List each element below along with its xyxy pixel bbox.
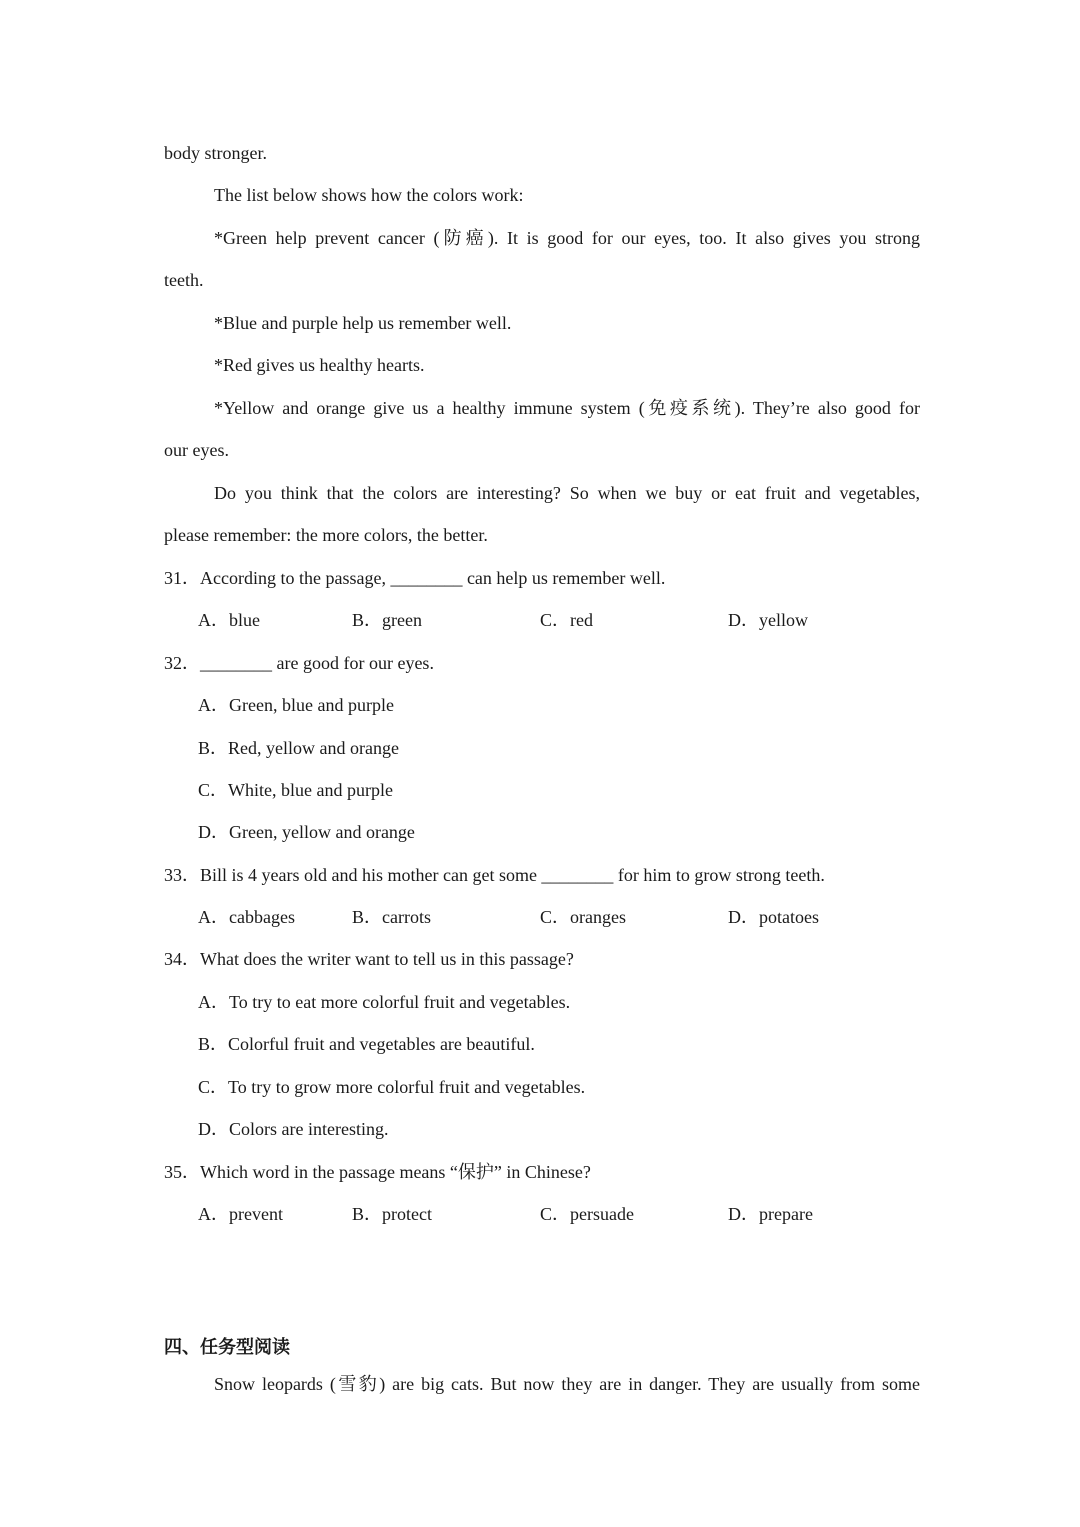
q34-option-b: B．Colorful fruit and vegetables are beautiful.: [198, 1034, 535, 1054]
passage-line: Do you think that the colors are interesting? So when we buy or eat fruit and vegetables,: [214, 483, 920, 503]
passage-line: please remember: the more colors, the better.: [164, 525, 488, 545]
passage-line: The list below shows how the colors work:: [214, 185, 524, 205]
q31-option-a: A．blue: [198, 610, 260, 630]
q33-option-a: A．cabbages: [198, 907, 295, 927]
question-35-stem: 35．Which word in the passage means “保护” in Chinese?: [164, 1162, 591, 1182]
q33-option-c: C．oranges: [540, 907, 626, 927]
passage-line: our eyes.: [164, 440, 229, 460]
question-31-stem: 31．According to the passage, ________ can help us remember well.: [164, 568, 666, 588]
question-32-stem: 32．________ are good for our eyes.: [164, 653, 434, 673]
passage-line: body stronger.: [164, 143, 267, 163]
q32-option-d: D．Green, yellow and orange: [198, 822, 415, 842]
q31-option-b: B．green: [352, 610, 422, 630]
question-33-stem: 33．Bill is 4 years old and his mother can get some ________ for him to grow strong teeth.: [164, 865, 825, 885]
q32-option-c: C．White, blue and purple: [198, 780, 393, 800]
q35-option-b: B．protect: [352, 1204, 432, 1224]
q32-option-a: A．Green, blue and purple: [198, 695, 394, 715]
q33-option-b: B．carrots: [352, 907, 431, 927]
q35-option-a: A．prevent: [198, 1204, 283, 1224]
q35-option-c: C．persuade: [540, 1204, 634, 1224]
q31-option-d: D．yellow: [728, 610, 808, 630]
passage-line: *Yellow and orange give us a healthy immune system (免疫系统). They’re also good for: [214, 398, 920, 418]
passage-line: teeth.: [164, 270, 204, 290]
passage-line: *Green help prevent cancer (防癌). It is good for our eyes, too. It also gives you strong: [214, 228, 920, 248]
section-heading: 四、任务型阅读: [164, 1337, 290, 1358]
q33-option-d: D．potatoes: [728, 907, 819, 927]
section-first-line: Snow leopards (雪豹) are big cats. But now they are in danger. They are usually from some: [214, 1374, 920, 1394]
q34-option-d: D．Colors are interesting.: [198, 1119, 389, 1139]
q35-option-d: D．prepare: [728, 1204, 813, 1224]
q34-option-a: A．To try to eat more colorful fruit and vegetables.: [198, 992, 571, 1012]
question-34-stem: 34．What does the writer want to tell us in this passage?: [164, 949, 574, 969]
q32-option-b: B．Red, yellow and orange: [198, 738, 399, 758]
q34-option-c: C．To try to grow more colorful fruit and vegetables.: [198, 1077, 586, 1097]
passage-line: *Red gives us healthy hearts.: [214, 355, 425, 375]
passage-line: *Blue and purple help us remember well.: [214, 313, 512, 333]
q31-option-c: C．red: [540, 610, 593, 630]
